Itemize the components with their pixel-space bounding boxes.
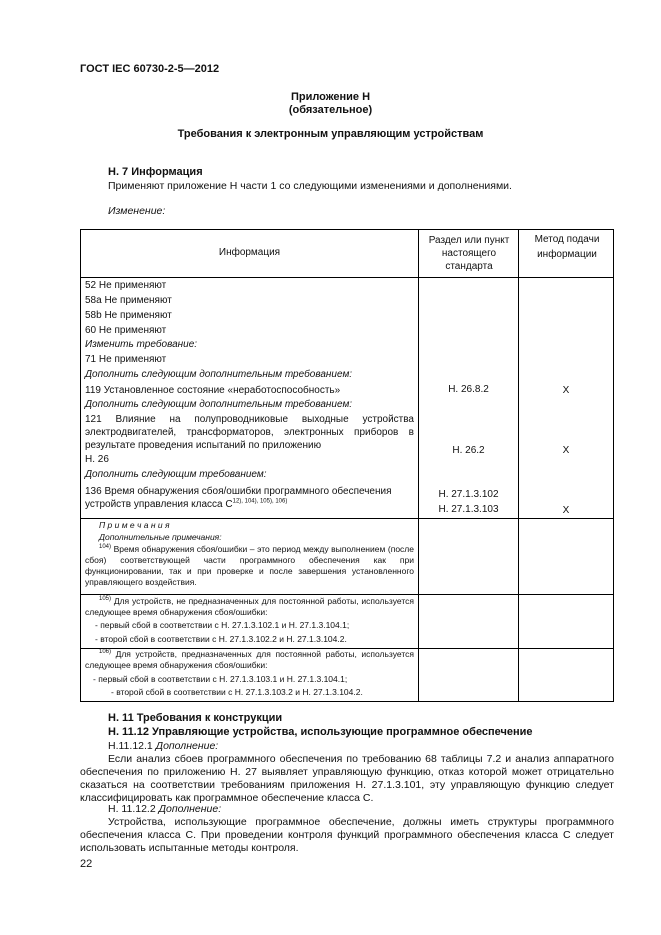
appendix-title-block [0,91,661,117]
note-104-marker: 104) [99,544,112,551]
section-h7-title: Н. 7 Информация [108,166,203,178]
change-label: Изменение: [108,205,166,217]
note-105-item-a: - первый сбой в соответствии с Н. 27.1.3.102.1 и Н. 27.1.3.104.1; [95,620,350,630]
clause-h11122-type: Дополнение: [158,803,222,815]
table-note-divider-1 [81,594,613,595]
table-row-119: 119 Установленное состояние «неработоспособность» [85,385,341,396]
appendix-status: (обязательное) [288,104,373,116]
table-row-add-req-3: Дополнить следующим требованием: [85,469,267,480]
information-table [80,229,614,702]
clause-h11122-num: Н. 11.12.2 [108,803,159,815]
note-106-item-b: - второй сбой в соответствии с Н. 27.1.3.103.2 и Н. 27.1.3.104.2. [111,687,363,697]
clause-h11122-label [80,803,614,816]
note-106-item-a: - первый сбой в соответствии с Н. 27.1.3.103.1 и Н. 27.1.3.104.1; [93,674,348,684]
section-h7-intro: Применяют приложение Н части 1 со следующими изменениями и дополнениями. [108,180,512,192]
note-106 [85,649,414,671]
appendix-title: Приложение Н [290,91,371,103]
table-col-divider-1 [418,230,419,701]
notes-title: П р и м е ч а н и я [99,520,170,530]
table-row-add-req-1: Дополнить следующим дополнительным требованием: [85,369,353,380]
table-row-121-section: Н. 26.2 [452,445,485,456]
table-header-method: Метод подачи информации [534,234,600,260]
table-row-71: 71 Не применяют [85,354,167,365]
table-col-divider-2 [518,230,519,701]
clause-h11121-type: Дополнение: [155,740,219,752]
table-row-136-section-1: Н. 27.1.3.102 [438,489,499,500]
table-row-136-text: 136 Время обнаружения сбоя/ошибки программного обеспечения устройств управления класса С [85,486,392,510]
table-row-136-method: X [562,505,570,516]
clause-h11121-label [80,740,614,753]
table-row-60: 60 Не применяют [85,325,167,336]
section-h1112-title: Н. 11.12 Управляющие устройства, использующие программное обеспечение [108,726,533,738]
note-106-marker: 106) [99,649,112,656]
clause-h11122-text: Устройства, использующие программное обеспечение, должны иметь структуры программного обеспечения класса С. При проведении контроля функций программного обеспечения класса С следует использовать испытанные методы контроля. [80,816,614,854]
note-105-item-b: - второй сбой в соответствии с Н. 27.1.3.102.2 и Н. 27.1.3.104.2. [95,634,347,644]
table-row-119-method: X [562,385,570,396]
table-row-121-b: Н. 26 [85,454,109,465]
table-row-136-footnote-refs: 12), 104), 105), 106) [232,498,288,505]
note-106-text: Для устройств, предназначенных для постоянной работы, используется следующее время обнаружения сбоя/ошибки: [85,649,414,670]
clause-h11121-num: Н.11.12.1 [108,740,156,752]
table-row-add-req-2: Дополнить следующим дополнительным требованием: [85,399,353,410]
appendix-heading: Требования к электронным управляющим устройствам [177,128,484,140]
table-row-136-section-2: Н. 27.1.3.103 [438,504,499,515]
note-104-text: Время обнаружения сбоя/ошибки – это период между выполнением (после сбоя) соответствующей части программного обеспечения как при функционировании, так и при проверке и после завершения установленного управляющего воздействия. [85,544,414,587]
table-row-58a: 58а Не применяют [85,295,172,306]
note-105-marker: 105) [99,596,112,603]
section-h11-title: Н. 11 Требования к конструкции [108,712,283,724]
table-row-121-method: X [562,445,570,456]
table-row-119-section: Н. 26.8.2 [448,384,489,395]
standard-designation: ГОСТ IEC 60730-2-5—2012 [80,63,220,75]
table-row-136 [85,485,414,511]
table-row-58b: 58b Не применяют [85,310,172,321]
clause-h11121-text: Если анализ сбоев программного обеспечения по требованию 68 таблицы 7.2 и анализ аппаратного обеспечения по приложению Н. 27 выявляет управляющую функцию, отказ которой может отрицательно сказаться на соответствии требованиям приложения Н. 27.1.3.101, эту управляющую функцию следует классифицировать как программное обеспечение класса С. [80,753,614,804]
table-header-info: Информация [218,247,281,258]
table-row-121: 121 Влияние на полупроводниковые выходные устройства электродвигателей, трансформаторов, электронных приборов в результате проведения испытаний по приложению [85,414,414,451]
table-notes-divider [81,518,613,519]
table-header-section: Раздел или пункт настоящего стандарта [428,235,510,272]
table-header-divider [81,277,613,278]
table-row-change-req: Изменить требование: [85,339,198,350]
page-number: 22 [80,858,93,870]
note-105-text: Для устройств, не предназначенных для постоянной работы, используется следующее время обнаружения сбоя/ошибки: [85,596,414,617]
notes-subtitle: Дополнительные примечания: [99,532,222,542]
table-row-52: 52 Не применяют [85,280,167,291]
note-104 [85,544,414,588]
note-105 [85,596,414,618]
